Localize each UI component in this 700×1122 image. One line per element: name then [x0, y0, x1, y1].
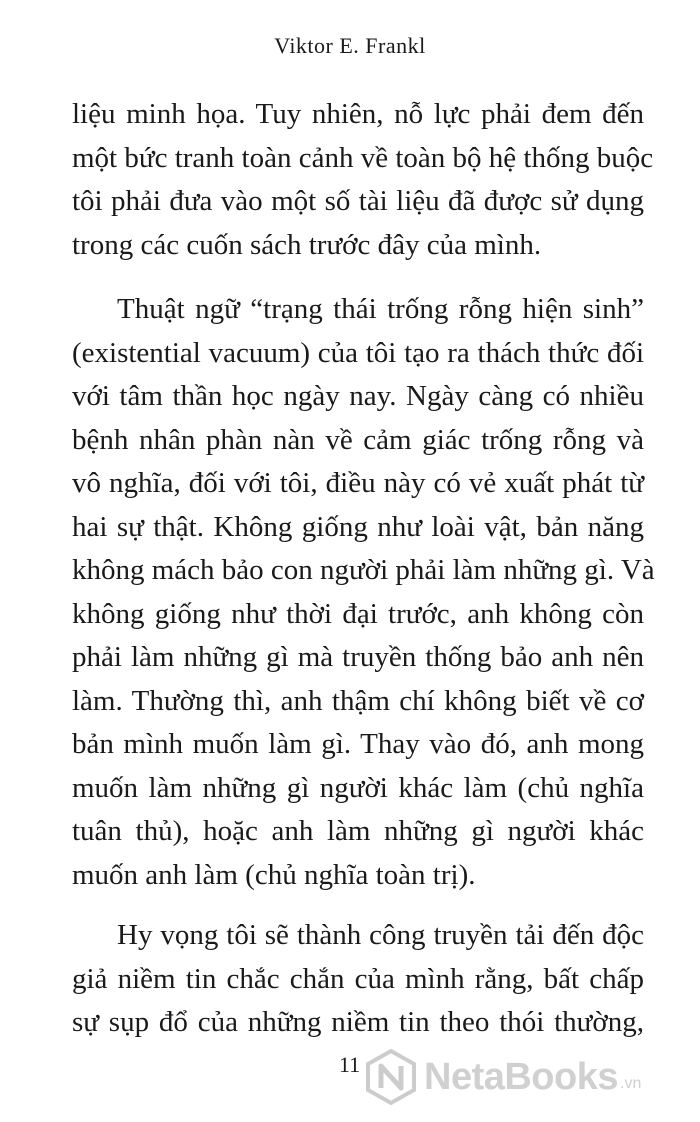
text-line: tuân thủ), hoặc anh làm những gì người khác: [72, 815, 644, 847]
text-line: không giống như thời đại trước, anh không còn: [72, 597, 644, 630]
text-line: muốn làm những gì người khác làm (chủ nghĩa: [72, 771, 644, 804]
watermark-suffix: .vn: [620, 1075, 642, 1092]
netabooks-logo-icon: [364, 1048, 418, 1106]
page-number: 11: [339, 1052, 361, 1077]
paragraph-3: [72, 914, 644, 1045]
text-line: tôi phải đưa vào một số tài liệu đã được sử dụng: [72, 185, 644, 217]
text-line: phải làm những gì mà truyền thống bảo anh nên: [72, 641, 644, 673]
text-line: với tâm thần học ngày nay. Ngày càng có nhiều: [72, 380, 644, 412]
netabooks-watermark: [364, 1047, 641, 1107]
text-line: Hy vọng tôi sẽ thành công truyền tải đến độc: [117, 919, 644, 951]
paragraph-2: [72, 288, 655, 897]
text-line: vô nghĩa, đối với tôi, điều này có vẻ xuất phát từ: [72, 467, 644, 499]
text-line: liệu minh họa. Tuy nhiên, nỗ lực phải đem đến: [72, 98, 644, 130]
text-line: trong các cuốn sách trước đây của mình.: [72, 228, 542, 261]
text-line: sự sụp đổ của những niềm tin theo thói thường,: [72, 1006, 644, 1038]
text-line: làm. Thường thì, anh thậm chí không biết về cơ: [72, 684, 644, 717]
text-line: bản mình muốn làm gì. Thay vào đó, anh mong: [72, 728, 644, 760]
paragraph-1: [72, 93, 654, 267]
watermark-name: NetaBooks: [424, 1055, 618, 1098]
text-line: muốn anh làm (chủ nghĩa toàn trị).: [72, 858, 476, 891]
text-line: hai sự thật. Không giống như loài vật, bản năng: [72, 510, 644, 543]
text-line: Thuật ngữ “trạng thái trống rỗng hiện sinh”: [117, 293, 644, 325]
running-header-author: Viktor E. Frankl: [274, 33, 426, 58]
text-line: không mách bảo con người phải làm những gì. Và: [72, 554, 655, 586]
text-line: giả niềm tin chắc chắn của mình rằng, bất chấp: [72, 962, 644, 995]
text-line: (existential vacuum) của tôi tạo ra thách thức đối: [72, 336, 644, 369]
text-line: bệnh nhân phàn nàn về cảm giác trống rỗng và: [72, 423, 644, 456]
text-line: một bức tranh toàn cảnh về toàn bộ hệ thống buộc: [72, 141, 654, 174]
